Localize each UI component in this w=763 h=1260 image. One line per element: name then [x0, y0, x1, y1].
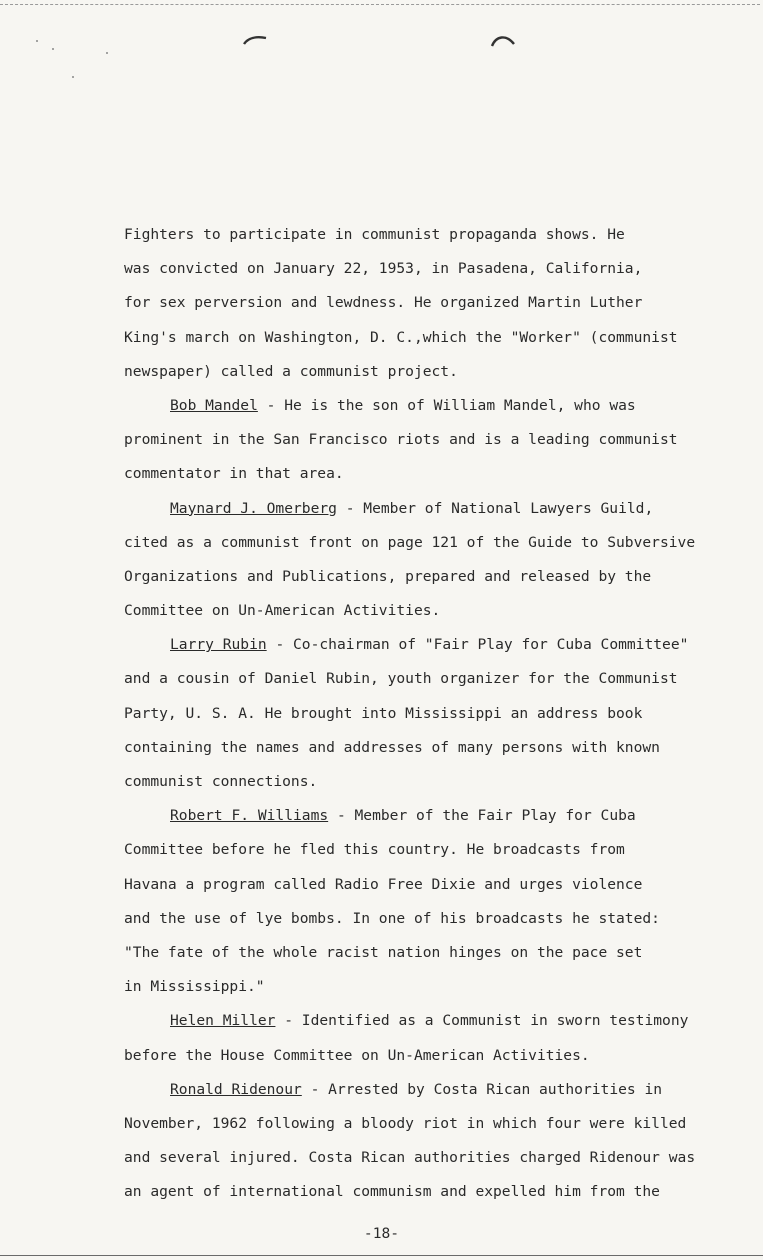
- paragraph-bob-mandel: [124, 389, 728, 492]
- text-line: newspaper) called a communist project.: [124, 362, 458, 380]
- text-line: for sex perversion and lewdness. He organized Martin Luther: [124, 294, 643, 312]
- text-span: - Arrested by Costa Rican authorities in: [301, 1080, 663, 1098]
- text-line: Committee on Un-American Activities.: [124, 602, 441, 620]
- text-span: - Member of the Fair Play for Cuba: [328, 807, 636, 825]
- text-span: - Identified as a Communist in sworn testimony: [275, 1012, 689, 1030]
- bottom-border: [0, 1255, 763, 1256]
- person-name: Robert F. Williams: [170, 807, 329, 825]
- text-line: "The fate of the whole racist nation hinges on the pace set: [124, 943, 643, 961]
- speck: [72, 76, 74, 78]
- text-line: Havana a program called Radio Free Dixie and urges violence: [124, 875, 643, 893]
- text-line: before the House Committee on Un-American Activities.: [124, 1046, 590, 1064]
- text-line: November, 1962 following a bloody riot in which four were killed: [124, 1114, 687, 1132]
- text-line: communist connections.: [124, 773, 318, 790]
- text-line: and a cousin of Daniel Rubin, youth organizer for the Communist: [124, 670, 678, 688]
- text-line: Organizations and Publications, prepared and released by the: [124, 567, 652, 585]
- paragraph-robert-williams: [124, 799, 728, 1004]
- text-line: was convicted on January 22, 1953, in Pasadena, California,: [124, 260, 643, 278]
- text-line: [124, 799, 728, 833]
- scan-mark-right: [486, 30, 520, 52]
- person-name: Maynard J. Omerberg: [170, 499, 337, 517]
- text-line: and the use of lye bombs. In one of his broadcasts he stated:: [124, 909, 660, 927]
- text-line: commentator in that area.: [124, 465, 344, 483]
- body-text: [124, 218, 728, 1209]
- text-span: - He is the son of William Mandel, who was: [257, 396, 636, 414]
- paragraph-ronald-ridenour: [124, 1073, 728, 1210]
- top-dashed-border: [0, 4, 760, 5]
- scan-mark-left: [238, 30, 272, 50]
- text-line: Committee before he fled this country. He broadcasts from: [124, 841, 625, 859]
- text-line: an agent of international communism and expelled him from the: [124, 1183, 660, 1201]
- person-name: Ronald Ridenour: [170, 1080, 302, 1098]
- text-line: Party, U. S. A. He brought into Mississippi an address book: [124, 704, 643, 722]
- paragraph-maynard-omerberg: [124, 492, 728, 629]
- text-span: - Co-chairman of "Fair Play for Cuba Committee": [266, 636, 689, 654]
- text-line: [124, 1004, 728, 1038]
- speck: [36, 40, 38, 42]
- text-line: [124, 492, 728, 526]
- person-name: Larry Rubin: [170, 636, 267, 654]
- person-name: Helen Miller: [170, 1012, 276, 1030]
- text-line: containing the names and addresses of many persons with known: [124, 738, 660, 756]
- page-number: -18-: [363, 1225, 400, 1242]
- text-span: - Member of National Lawyers Guild,: [336, 499, 654, 517]
- text-line: Fighters to participate in communist propaganda shows. He: [124, 226, 625, 243]
- text-line: King's march on Washington, D. C.,which the "Worker" (communist: [124, 328, 678, 346]
- person-name: Bob Mandel: [170, 396, 258, 414]
- paragraph-continued: [124, 218, 728, 389]
- paragraph-helen-miller: [124, 1004, 728, 1072]
- speck: [106, 52, 108, 54]
- text-line: [124, 1073, 728, 1107]
- speck: [52, 48, 54, 50]
- text-line: [124, 389, 728, 423]
- paragraph-larry-rubin: [124, 628, 728, 799]
- text-line: cited as a communist front on page 121 of the Guide to Subversive: [124, 533, 696, 551]
- text-line: prominent in the San Francisco riots and is a leading communist: [124, 431, 678, 449]
- text-line: in Mississippi.": [124, 978, 265, 996]
- text-line: and several injured. Costa Rican authorities charged Ridenour was: [124, 1149, 696, 1167]
- text-line: [124, 628, 728, 662]
